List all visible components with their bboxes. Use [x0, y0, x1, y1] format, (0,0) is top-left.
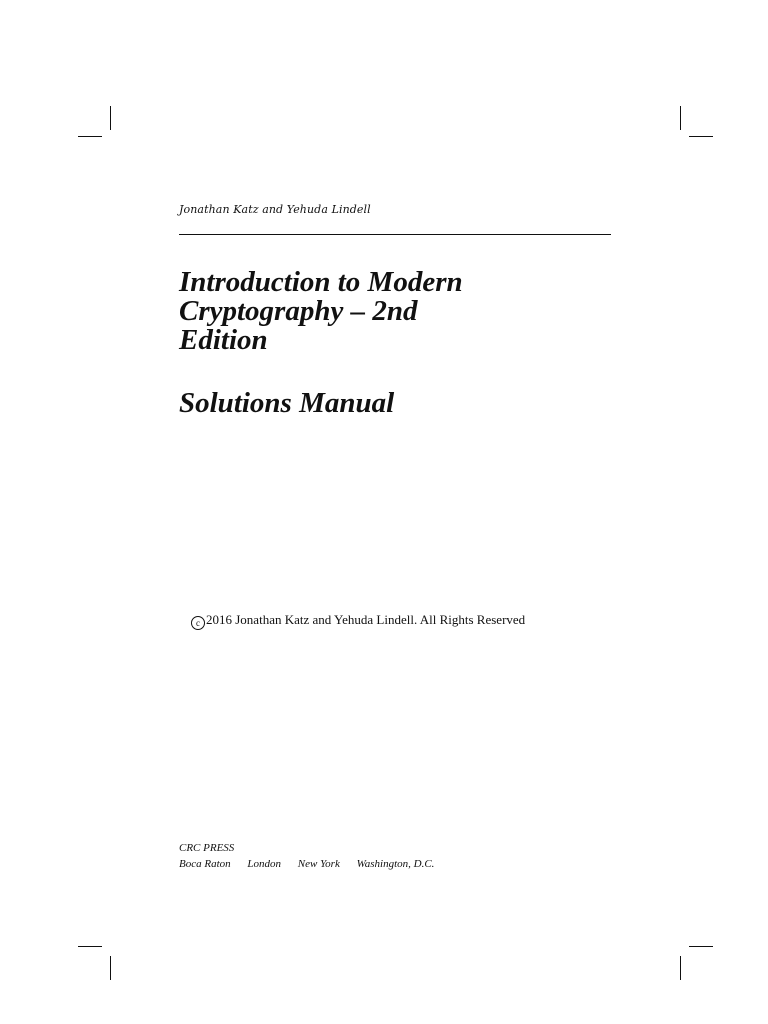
copyright-icon: c — [191, 616, 205, 630]
book-title-line-1: Introduction to Modern — [179, 266, 463, 298]
book-title — [179, 268, 619, 355]
copyright-notice — [191, 612, 525, 630]
publisher-block — [179, 840, 448, 872]
crop-mark-top-left-h — [78, 136, 102, 137]
subtitle: Solutions Manual — [179, 387, 395, 419]
crop-mark-bottom-left-v — [110, 956, 111, 980]
crop-mark-bottom-right-v — [680, 956, 681, 980]
crop-mark-top-right-h — [689, 136, 713, 137]
publisher-city: London — [247, 858, 282, 870]
publisher-city: Boca Raton — [179, 858, 231, 870]
crop-mark-top-right-v — [680, 106, 681, 130]
copyright-text: 2016 Jonathan Katz and Yehuda Lindell. All Rights Reserved — [206, 612, 526, 627]
crop-mark-bottom-left-h — [78, 946, 102, 947]
publisher-cities — [179, 856, 448, 872]
header-rule — [179, 234, 611, 235]
publisher-city: New York — [297, 858, 340, 870]
crop-mark-bottom-right-h — [689, 946, 713, 947]
crop-mark-top-left-v — [110, 106, 111, 130]
book-title-line-2: Cryptography – 2nd — [179, 295, 418, 327]
header-authors: Jonathan Katz and Yehuda Lindell — [179, 203, 371, 216]
publisher-name: CRC PRESS — [179, 842, 235, 854]
publisher-city: Washington, D.C. — [356, 858, 435, 870]
book-title-line-3: Edition — [179, 324, 268, 356]
